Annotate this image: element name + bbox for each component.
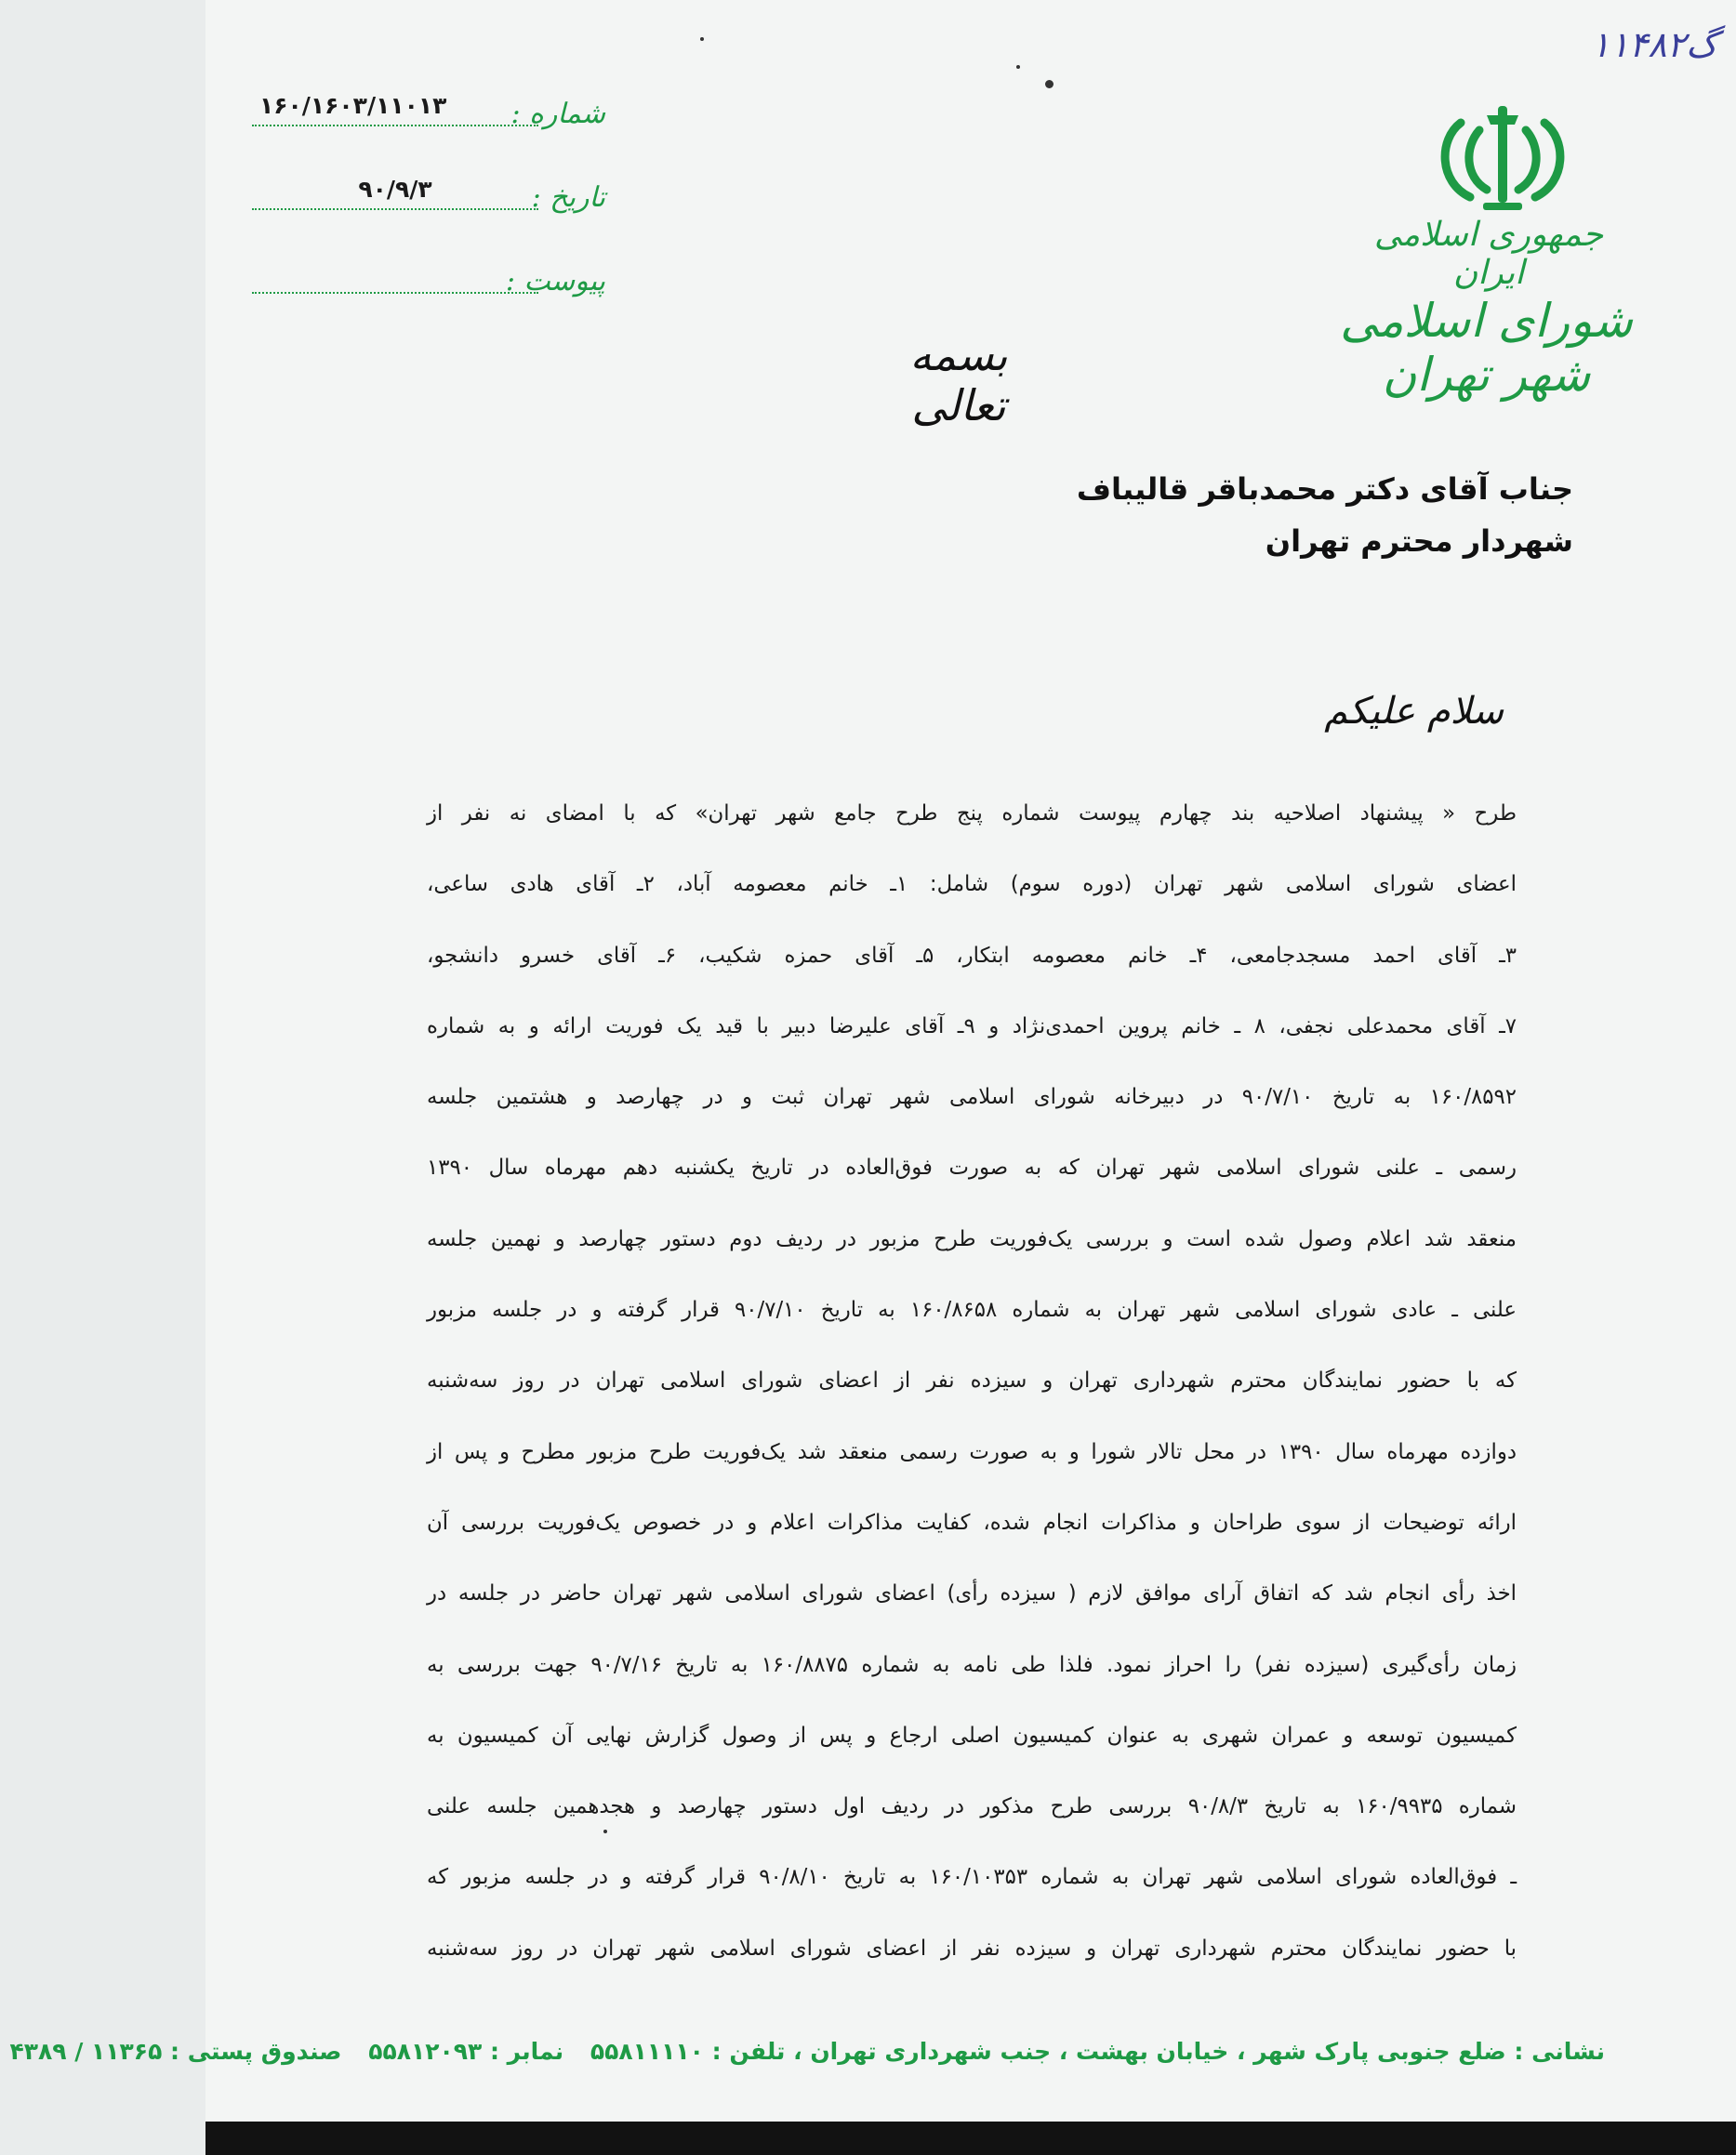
body-line: اعضای شورای اسلامی شهر تهران (دوره سوم) شامل: ۱ـ خانم معصومه آباد، ۲ـ آقای هادی ساعی، (427, 872, 1517, 897)
body-line: شماره ۱۶۰/۹۹۳۵ به تاریخ ۹۰/۸/۳ بررسی طرح مذکور در ردیف اول دستور چهارصد و هجدهمین جلسه علنی (427, 1794, 1517, 1819)
body-line: رسمی ـ علنی شورای اسلامی شهر تهران که به صورت فوق‌العاده در تاریخ یکشنبه دهم مهرماه سال ۱۳۹۰ (427, 1156, 1517, 1181)
bismillah-heading: بسمه تعالی (909, 330, 1008, 430)
letter-number-field (252, 93, 605, 130)
body-line: اخذ رأی انجام شد که اتفاق آرای موافق لازم ( سیزده رأی) اعضای شورای اسلامی شهر تهران حاضر در جلسه در (427, 1581, 1517, 1606)
letter-date-field (252, 177, 605, 214)
scan-speck (1045, 80, 1054, 88)
body-line: ۱۶۰/۸۵۹۲ به تاریخ ۹۰/۷/۱۰ در دبیرخانه شورای اسلامی شهر تهران ثبت و در چهارصد و هشتمین جلسه (427, 1085, 1517, 1110)
letter-date-value: ۹۰/۹/۳ (358, 176, 432, 203)
handwritten-reference-note: ۱۱۴۸۲گ (1591, 24, 1718, 65)
iran-emblem-icon (1433, 93, 1572, 214)
footer-address: نشانی : ضلع جنوبی پارک شهر ، خیابان بهشت ، جنب شهرداری تهران ، تلفن : ۵۵۸۱۱۱۱۰ (590, 2038, 1605, 2065)
body-line: ۳ـ آقای احمد مسجدجامعی، ۴ـ خانم معصومه ابتکار، ۵ـ آقای حمزه شکیب، ۶ـ آقای خسرو دانشجو، (427, 943, 1517, 968)
body-line: زمان رأی‌گیری (سیزده نفر) را احراز نمود. فلذا طی نامه به شماره ۱۶۰/۸۸۷۵ به تاریخ ۹۰/۷/۱۶ جهت بررسی به (427, 1652, 1517, 1677)
body-line: طرح « پیشنهاد اصلاحیه بند چهارم پیوست شماره پنج طرح جامع شهر تهران» که با امضای نه نفر از (427, 801, 1517, 826)
footer-po-box: صندوق پستی : ۱۱۳۶۵ / ۴۳۸۹ (9, 2038, 342, 2065)
scan-speck (1016, 65, 1020, 69)
attachment-field (252, 260, 605, 297)
council-name: شورای اسلامی شهر تهران (1340, 294, 1633, 402)
body-line: دوازده مهرماه سال ۱۳۹۰ در محل تالار شورا و به صورت رسمی منعقد شد یک‌فوریت طرح مزبور مطرح و پس از (427, 1439, 1517, 1464)
letter-body (427, 786, 1517, 1991)
republic-name: جمهوری اسلامی ایران (1373, 216, 1604, 292)
body-line: ـ فوق‌العاده شورای اسلامی شهر تهران به شماره ۱۶۰/۱۰۳۵۳ به تاریخ ۹۰/۸/۱۰ قرار گرفته و در جلسه مزبور که (427, 1865, 1517, 1890)
scan-bottom-edge (205, 2122, 1736, 2155)
body-line: علنی ـ عادی شورای اسلامی شهر تهران به شماره ۱۶۰/۸۶۵۸ به تاریخ ۹۰/۷/۱۰ قرار گرفته و در جلسه مزبور (427, 1298, 1517, 1323)
body-line: که با حضور نمایندگان محترم شهرداری تهران و سیزده نفر از اعضای شورای اسلامی تهران در روز سه‌شنبه (427, 1368, 1517, 1394)
dotted-line (252, 292, 538, 294)
addressee-block (922, 463, 1573, 567)
letter-number-label: شماره : (510, 98, 605, 130)
body-line: کمیسیون توسعه و عمران شهری به عنوان کمیسیون اصلی ارجاع و پس از وصول گزارش نهایی آن کمیسیون به (427, 1723, 1517, 1748)
attachment-label: پیوست : (505, 265, 605, 297)
body-line: ۷ـ آقای محمدعلی نجفی، ۸ ـ خانم پروین احمدی‌نژاد و ۹ـ آقای علیرضا دبیر با قید یک فوریت ارائه و به شماره (427, 1013, 1517, 1038)
footer-contact (9, 2038, 1614, 2065)
letter-number-value: ۱۶۰/۱۶۰۳/۱۱۰۱۳ (259, 92, 447, 119)
body-line: با حضور نمایندگان محترم شهرداری تهران و سیزده نفر از اعضای شورای اسلامی شهر تهران در روز سه‌شنبه (427, 1936, 1517, 1961)
addressee-name: جناب آقای دکتر محمدباقر قالیباف (1076, 471, 1573, 507)
body-line: منعقد شد اعلام وصول شده است و بررسی یک‌فوریت طرح مزبور در ردیف دوم دستور چهارصد و نهمین جلسه (427, 1226, 1517, 1251)
letter-page (9, 0, 1736, 2155)
body-line: ارائه توضیحات از سوی طراحان و مذاکرات انجام شده، کفایت مذاکرات اعلام و در خصوص یک‌فوریت بررسی آن (427, 1510, 1517, 1535)
scan-speck (603, 1830, 607, 1833)
dotted-line (252, 208, 538, 210)
dotted-line (252, 125, 538, 126)
addressee-title: شهردار محترم تهران (1265, 523, 1573, 559)
salutation: سلام علیکم (1324, 690, 1504, 733)
letter-date-label: تاریخ : (531, 181, 605, 214)
scan-speck (700, 37, 704, 41)
footer-fax: نمابر : ۵۵۸۱۲۰۹۳ (368, 2038, 564, 2065)
